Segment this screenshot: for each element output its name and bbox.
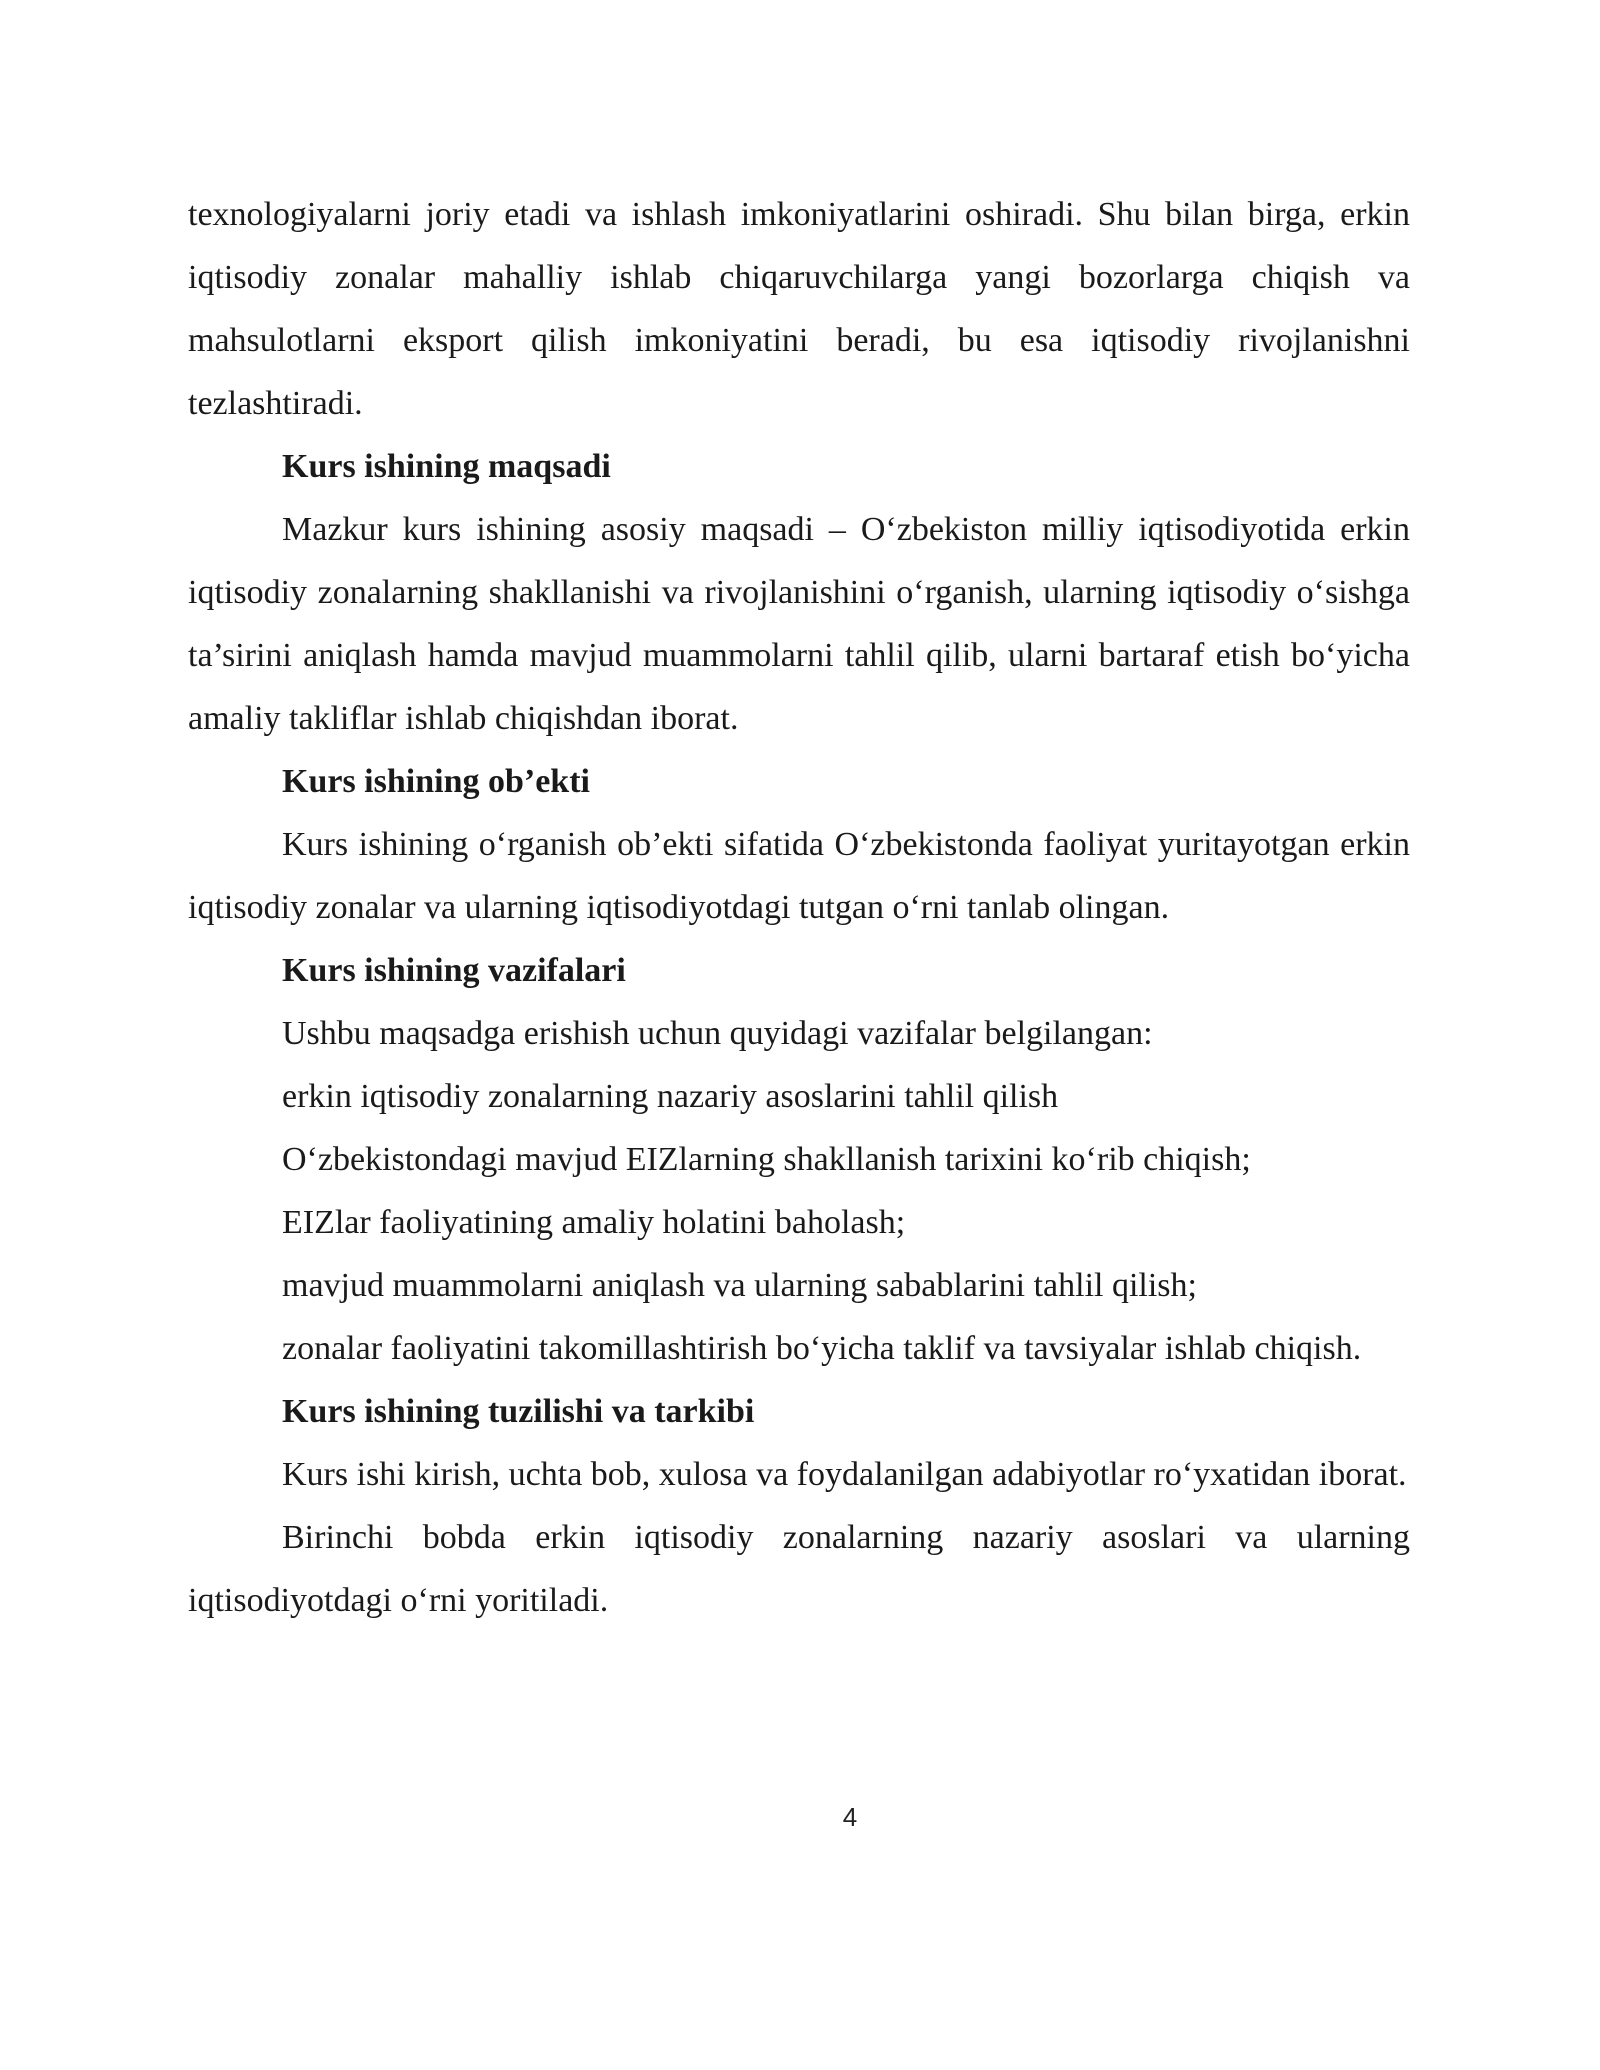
heading-tasks: Kurs ishining vazifalari <box>282 952 626 989</box>
heading-object: Kurs ishining ob’ekti <box>282 763 590 800</box>
task-item-4: mavjud muammolarni aniqlash va ularning sabablarini tahlil qilish; <box>282 1267 1197 1304</box>
paragraph-structure: Kurs ishi kirish, uchta bob, xulosa va foydalanilgan adabiyotlar ro‘yxatidan iborat. <box>282 1456 1407 1493</box>
heading-purpose: Kurs ishining maqsadi <box>282 448 611 485</box>
task-item-2: O‘zbekistondagi mavjud EIZlarning shakllanish tarixini ko‘rib chiqish; <box>282 1141 1251 1178</box>
paragraph-chapter-one: Birinchi bobda erkin iqtisodiy zonalarning nazariy asoslari va ularning iqtisodiyotdagi o‘rni yoritiladi. <box>188 1519 1410 1619</box>
paragraph-intro-continuation: texnologiyalarni joriy etadi va ishlash imkoniyatlarini oshiradi. Shu bilan birga, erkin iqtisodiy zonalar mahalliy ishlab chiqaruvchilarga yangi bozorlarga chiqish va mahsulotlarni eksport qilish imkoniyatini beradi, bu esa iqtisodiy rivojlanishni tezlashtiradi. <box>188 196 1410 422</box>
page-number: 4 <box>842 1802 858 1832</box>
paragraph-tasks-intro: Ushbu maqsadga erishish uchun quyidagi vazifalar belgilangan: <box>282 1015 1153 1052</box>
task-item-5: zonalar faoliyatini takomillashtirish bo‘yicha taklif va tavsiyalar ishlab chiqish. <box>282 1330 1362 1367</box>
paragraph-purpose: Mazkur kurs ishining asosiy maqsadi – O‘zbekiston milliy iqtisodiyotida erkin iqtisodiy zonalarning shakllanishi va rivojlanishini o‘rganish, ularning iqtisodiy o‘sishga ta’sirini aniqlash hamda mavjud muammolarni tahlil qilib, ularni bartaraf etish bo‘yicha amaliy takliflar ishlab chiqishdan iborat. <box>188 511 1410 737</box>
task-item-3: EIZlar faoliyatining amaliy holatini baholash; <box>282 1204 906 1241</box>
task-item-1: erkin iqtisodiy zonalarning nazariy asoslarini tahlil qilish <box>282 1078 1059 1115</box>
heading-structure: Kurs ishining tuzilishi va tarkibi <box>282 1393 755 1430</box>
document-body <box>188 183 1410 1632</box>
paragraph-object: Kurs ishining o‘rganish ob’ekti sifatida O‘zbekistonda faoliyat yuritayotgan erkin iqtisodiy zonalar va ularning iqtisodiyotdagi tutgan o‘rni tanlab olingan. <box>188 826 1410 926</box>
